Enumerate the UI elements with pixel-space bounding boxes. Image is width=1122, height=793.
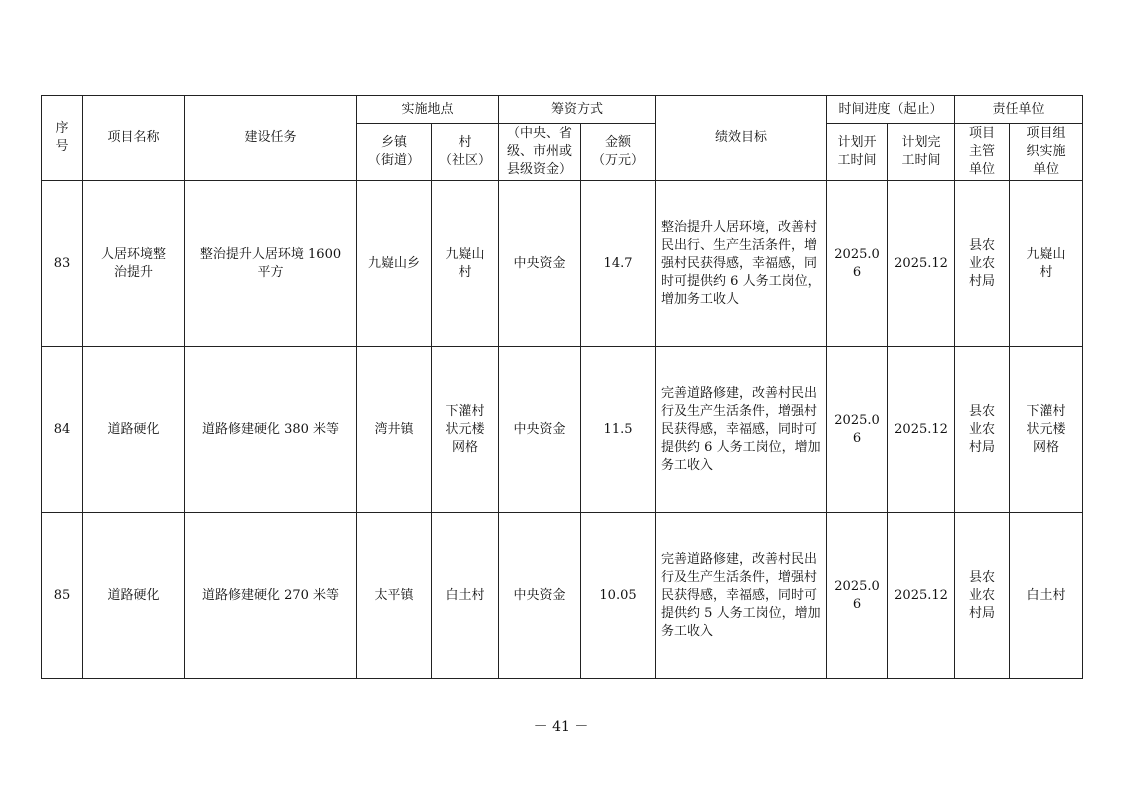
header-project-name: 项目名称 <box>83 96 185 181</box>
cell-funding-source: 中央资金 <box>499 513 581 679</box>
header-funding: 筹资方式 <box>499 96 656 124</box>
header-responsible-org: 项目组 织实施 单位 <box>1010 124 1083 181</box>
cell-manager: 县农 业农 村局 <box>955 181 1010 347</box>
header-funding-amount: 金额 （万元） <box>581 124 656 181</box>
header-responsible: 责任单位 <box>955 96 1083 124</box>
cell-start: 2025.0 6 <box>827 347 888 513</box>
header-goal: 绩效目标 <box>656 96 827 181</box>
cell-project-name: 道路硬化 <box>83 347 185 513</box>
cell-seq: 83 <box>42 181 83 347</box>
cell-end: 2025.12 <box>888 513 955 679</box>
cell-manager: 县农 业农 村局 <box>955 513 1010 679</box>
page-number: － 41 － <box>533 719 589 735</box>
cell-town: 太平镇 <box>357 513 432 679</box>
header-schedule: 时间进度（起止） <box>827 96 955 124</box>
cell-task: 道路修建硬化 380 米等 <box>185 347 357 513</box>
header-task: 建设任务 <box>185 96 357 181</box>
header-location: 实施地点 <box>357 96 499 124</box>
cell-org: 下灌村 状元楼 网格 <box>1010 347 1083 513</box>
cell-goal: 整治提升人居环境，改善村民出行、生产生活条件，增强村民获得感，幸福感，同时可提供约 6 人务工岗位，增加务工收人 <box>656 181 827 347</box>
cell-town: 九嶷山乡 <box>357 181 432 347</box>
header-responsible-manager: 项目 主管 单位 <box>955 124 1010 181</box>
cell-seq: 84 <box>42 347 83 513</box>
cell-task: 道路修建硬化 270 米等 <box>185 513 357 679</box>
cell-start: 2025.0 6 <box>827 513 888 679</box>
cell-project-name: 人居环境整 治提升 <box>83 181 185 347</box>
cell-goal: 完善道路修建，改善村民出行及生产生活条件，增强村民获得感，幸福感，同时可提供约 5 人务工岗位，增加务工收入 <box>656 513 827 679</box>
cell-funding-source: 中央资金 <box>499 181 581 347</box>
cell-task: 整治提升人居环境 1600 平方 <box>185 181 357 347</box>
header-location-town: 乡镇 （街道） <box>357 124 432 181</box>
project-table <box>41 95 1083 679</box>
cell-seq: 85 <box>42 513 83 679</box>
cell-end: 2025.12 <box>888 181 955 347</box>
cell-start: 2025.0 6 <box>827 181 888 347</box>
cell-org: 九嶷山 村 <box>1010 181 1083 347</box>
table-row <box>42 347 1083 513</box>
cell-village: 白土村 <box>432 513 499 679</box>
header-seq: 序 号 <box>42 96 83 181</box>
table-row <box>42 513 1083 679</box>
cell-amount: 10.05 <box>581 513 656 679</box>
cell-end: 2025.12 <box>888 347 955 513</box>
cell-amount: 11.5 <box>581 347 656 513</box>
cell-amount: 14.7 <box>581 181 656 347</box>
cell-town: 湾井镇 <box>357 347 432 513</box>
cell-village: 下灌村 状元楼 网格 <box>432 347 499 513</box>
table-row <box>42 181 1083 347</box>
header-schedule-end: 计划完 工时间 <box>888 124 955 181</box>
cell-goal: 完善道路修建，改善村民出行及生产生活条件，增强村民获得感，幸福感，同时可提供约 6 人务工岗位，增加务工收入 <box>656 347 827 513</box>
cell-village: 九嶷山 村 <box>432 181 499 347</box>
header-location-village: 村 （社区） <box>432 124 499 181</box>
cell-funding-source: 中央资金 <box>499 347 581 513</box>
cell-project-name: 道路硬化 <box>83 513 185 679</box>
header-funding-source: （中央、省 级、市州或 县级资金） <box>499 124 581 181</box>
cell-manager: 县农 业农 村局 <box>955 347 1010 513</box>
header-schedule-start: 计划开 工时间 <box>827 124 888 181</box>
cell-org: 白土村 <box>1010 513 1083 679</box>
